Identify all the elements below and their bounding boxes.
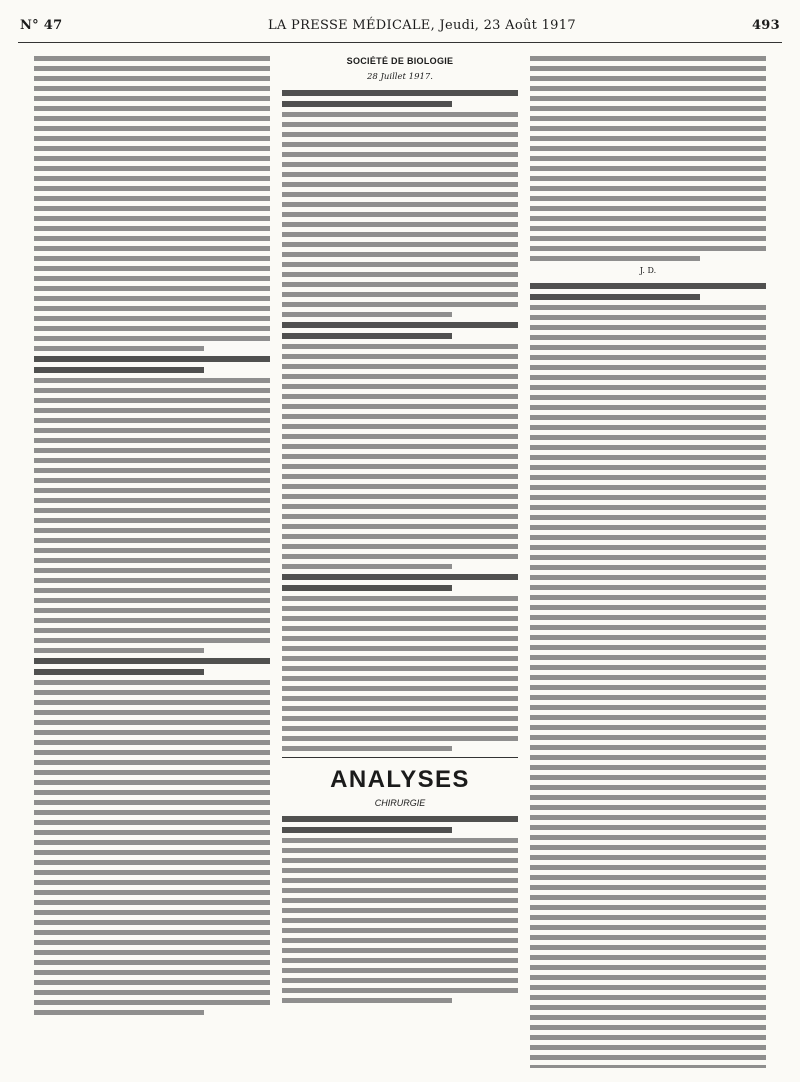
body-text-block [34, 56, 270, 351]
body-text-block [282, 344, 518, 569]
paragraph-heading [34, 658, 270, 675]
paragraph-heading [282, 90, 518, 107]
analyses-heading: ANALYSES [330, 766, 470, 793]
chirurgie-subheading: CHIRURGIE [374, 798, 426, 808]
page-number: 493 [751, 18, 780, 33]
paragraph-heading [282, 574, 518, 591]
column-1 [34, 56, 270, 1068]
body-text-block [34, 378, 270, 653]
society-date: 28 Juillet 1917. [366, 72, 434, 82]
body-text-block [282, 596, 518, 751]
signature-initials: J. D. [639, 266, 657, 275]
analysis-heading [282, 816, 518, 833]
analysis-heading [530, 283, 766, 300]
issue-number: N° 47 [20, 18, 63, 33]
section-separator [282, 757, 518, 758]
body-text-block [34, 680, 270, 1015]
journal-title: LA PRESSE MÉDICALE, Jeudi, 23 Août 1917 [268, 18, 576, 33]
body-text-block [530, 305, 766, 1068]
header-rule [18, 42, 782, 43]
column-2 [282, 56, 518, 1068]
body-text-block [530, 56, 766, 261]
society-heading: SOCIÉTÉ DE BIOLOGIE [346, 56, 454, 66]
body-text-block [282, 112, 518, 317]
body-text-block [282, 838, 518, 1003]
page-header [18, 18, 782, 40]
paragraph-heading [282, 322, 518, 339]
column-3 [530, 56, 766, 1068]
paragraph-heading [34, 356, 270, 373]
